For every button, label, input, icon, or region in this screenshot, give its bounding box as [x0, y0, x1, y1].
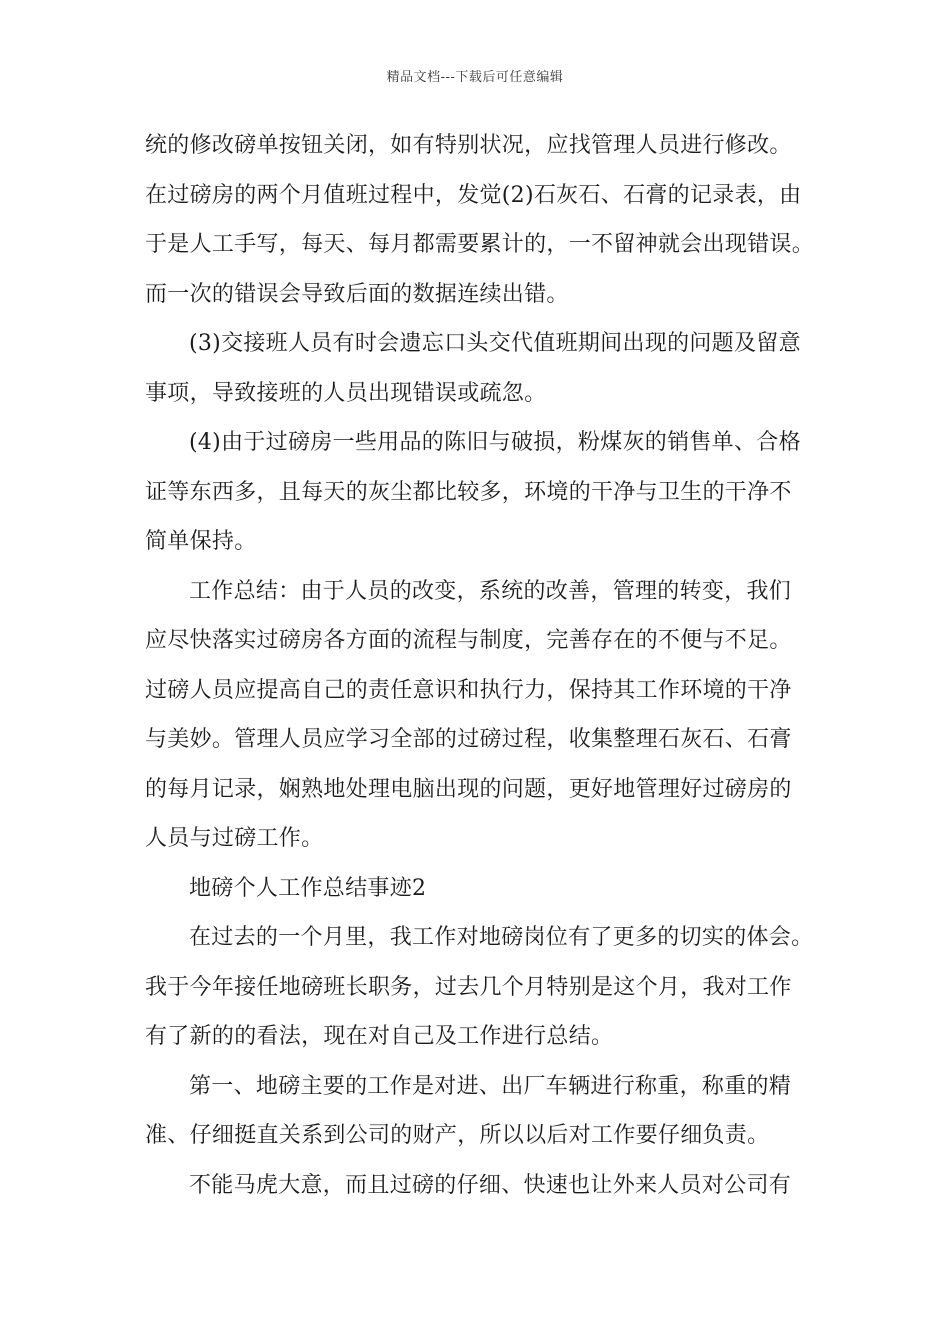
text-line: 我于今年接任地磅班长职务，过去几个月特别是这个月，我对工作 [145, 974, 792, 1000]
text-line: 第一、地磅主要的工作是对进、出厂车辆进行称重，称重的精 [189, 1073, 792, 1099]
text-line: 工作总结：由于人员的改变，系统的改善，管理的转变，我们 [189, 578, 792, 604]
text-line: 过磅人员应提高自己的责任意识和执行力，保持其工作环境的干净 [145, 677, 792, 703]
text-line: 统的修改磅单按钮关闭，如有特别状况，应找管理人员进行修改。 [145, 133, 792, 158]
text-line: (3)交接班人员有时会遗忘口头交代值班期间出现的问题及留意 [189, 331, 801, 356]
text-line: 事项，导致接班的人员出现错误或疏忽。 [145, 380, 547, 406]
page-header: 精品文档---下载后可任意编辑 [386, 70, 564, 85]
text-line: (4)由于过磅房一些用品的陈旧与破损，粉煤灰的销售单、合格 [189, 430, 801, 455]
section-heading: 地磅个人工作总结事迹2 [189, 875, 427, 901]
text-line: 的每月记录，娴熟地处理电脑出现的问题，更好地管理好过磅房的 [145, 776, 792, 802]
text-line: 与美妙。管理人员应学习全部的过磅过程，收集整理石灰石、石膏 [145, 727, 792, 752]
text-line: 有了新的的看法，现在对自己及工作进行总结。 [145, 1024, 614, 1049]
document-body [145, 121, 815, 1210]
text-line: 证等东西多，且每天的灰尘都比较多，环境的干净与卫生的干净不 [145, 479, 792, 505]
text-line: 准、仔细挺直关系到公司的财产，所以以后对工作要仔细负责。 [145, 1123, 770, 1148]
text-line: 在过去的一个月里，我工作对地磅岗位有了更多的切实的体会。 [189, 925, 814, 950]
text-line: 应尽快落实过磅房各方面的流程与制度，完善存在的不便与不足。 [145, 628, 792, 653]
text-line: 人员与过磅工作。 [145, 826, 324, 851]
text-line: 不能马虎大意，而且过磅的仔细、快速也让外来人员对公司有 [189, 1172, 792, 1198]
text-line: 于是人工手写，每天、每月都需要累计的，一不留神就会出现错误。 [145, 232, 815, 257]
text-line: 而一次的错误会导致后面的数据连续出错。 [145, 281, 569, 307]
text-line: 简单保持。 [145, 529, 257, 554]
text-line: 在过磅房的两个月值班过程中，发觉(2)石灰石、石膏的记录表，由 [145, 182, 802, 208]
